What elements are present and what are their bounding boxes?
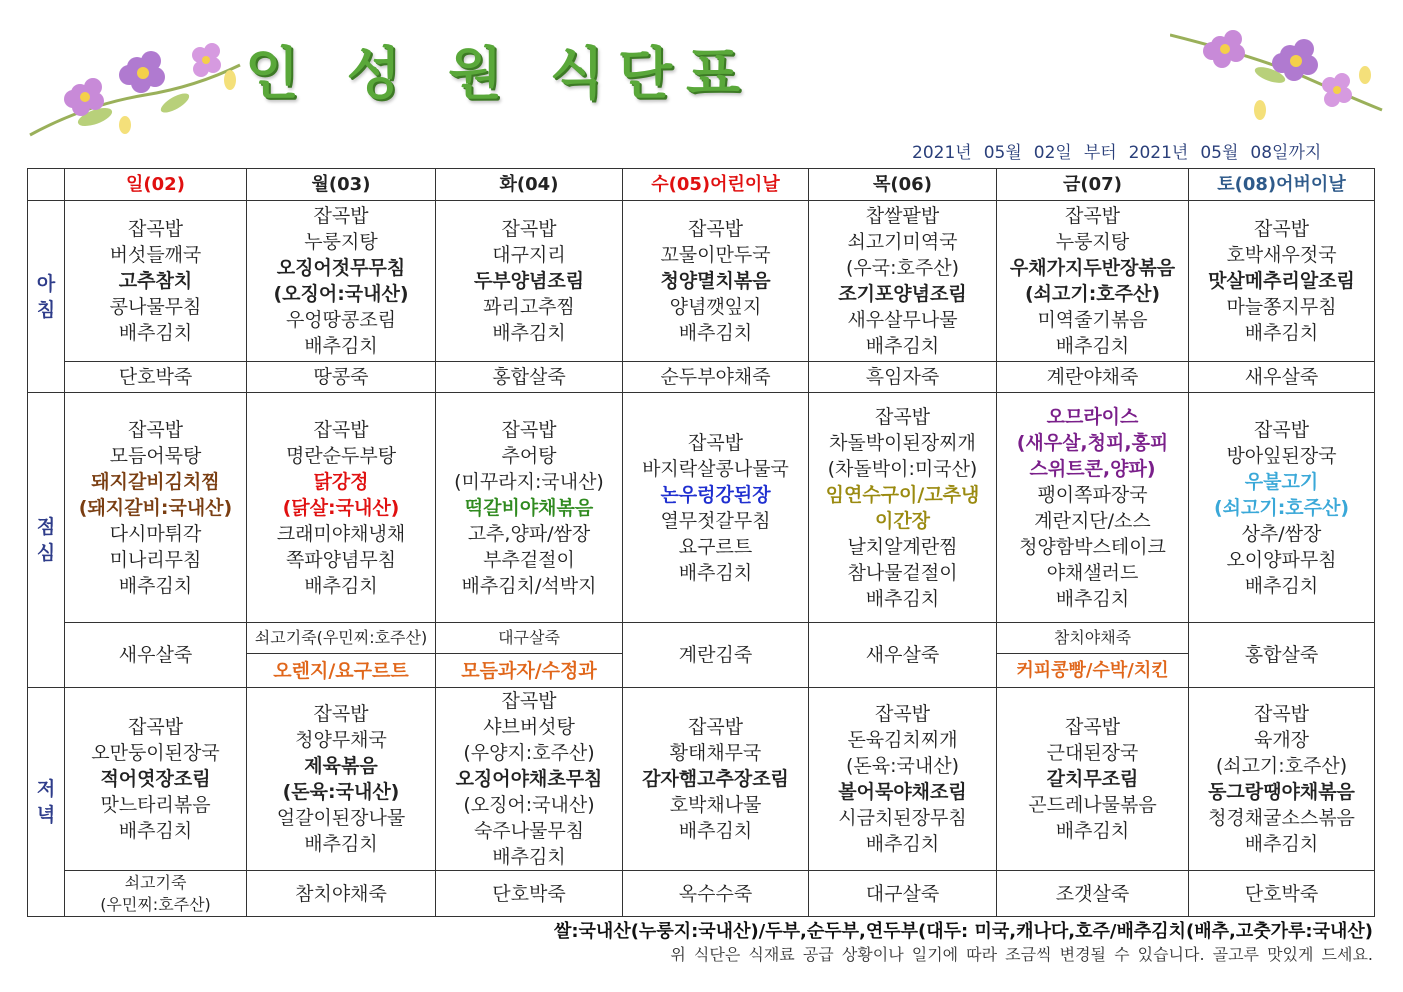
lunch-porridge-fri: 참치야채죽	[997, 623, 1189, 654]
dinner-porridge-thu: 대구살죽	[809, 871, 997, 917]
breakfast-wed: 잡곡밥 꼬물이만두국 청양멸치볶음 양념깻잎지 배추김치	[623, 201, 809, 362]
menu-period: 2021년 05월 02일 부터 2021년 05월 08일까지	[912, 143, 1322, 163]
day-header-sun: 일(02)	[65, 169, 247, 201]
breakfast-porridge-wed: 순두부야채죽	[623, 362, 809, 393]
breakfast-porridge-row	[28, 362, 1375, 393]
breakfast-porridge-tue: 홍합살죽	[436, 362, 623, 393]
day-header-thu: 목(06)	[809, 169, 997, 201]
lunch-porridge-tue: 대구살죽	[436, 623, 623, 654]
dinner-sun: 잡곡밥 오만둥이된장국 적어엿장조림 맛느타리볶음 배추김치	[65, 688, 247, 871]
day-header-row	[28, 169, 1375, 201]
lunch-mon: 잡곡밥 명란순두부탕 닭강정 (닭살:국내산) 크래미야채냉채 쪽파양념무침 배추김치	[247, 393, 436, 623]
meal-label-lunch: 점심	[28, 393, 65, 688]
snack-fri: 커피콩빵/수박/치킨	[997, 654, 1189, 688]
lunch-porridge-mon: 쇠고기죽(우민찌:호주산)	[247, 623, 436, 654]
dinner-row	[28, 688, 1375, 871]
lunch-porridge-thu: 새우살죽	[809, 623, 997, 688]
page-title: 인 성 원 식단표	[245, 42, 755, 107]
notice-text: 위 식단은 식재료 공급 상황이나 일기에 따라 조금씩 변경될 수 있습니다. 골고루 맛있게 드세요.	[670, 945, 1373, 964]
origin-note: 쌀:국내산(누룽지:국내산)/두부,순두부,연두부(대두: 미국,캐나다,호주/배추김치(배추,고춧가루:국내산)	[553, 921, 1373, 942]
dinner-mon: 잡곡밥 청양무채국 제육볶음 (돈육:국내산) 얼갈이된장나물 배추김치	[247, 688, 436, 871]
breakfast-sun: 잡곡밥 버섯들깨국 고추참치 콩나물무침 배추김치	[65, 201, 247, 362]
dinner-porridge-mon: 참치야채죽	[247, 871, 436, 917]
lunch-tue: 잡곡밥 추어탕 (미꾸라지:국내산) 떡갈비야채볶음 고추,양파/쌈장 부추겉절이 배추김치/석박지	[436, 393, 623, 623]
lunch-porridge-wed: 계란김죽	[623, 623, 809, 688]
dinner-tue: 잡곡밥 샤브버섯탕 (우양지:호주산) 오징어야채초무침 (오징어:국내산) 숙주나물무침 배추김치	[436, 688, 623, 871]
dinner-porridge-row	[28, 871, 1375, 917]
day-header-tue: 화(04)	[436, 169, 623, 201]
snack-tue: 모듬과자/수정과	[436, 654, 623, 688]
lunch-porridge-sun: 새우살죽	[65, 623, 247, 688]
dinner-wed: 잡곡밥 황태채무국 감자햄고추장조림 호박채나물 배추김치	[623, 688, 809, 871]
lunch-row	[28, 393, 1375, 623]
breakfast-mon: 잡곡밥 누룽지탕 오징어젓무무침 (오징어:국내산) 우엉땅콩조림 배추김치	[247, 201, 436, 362]
dinner-porridge-wed: 옥수수죽	[623, 871, 809, 917]
breakfast-porridge-fri: 계란야채죽	[997, 362, 1189, 393]
breakfast-porridge-sun: 단호박죽	[65, 362, 247, 393]
lunch-sun: 잡곡밥 모듬어묵탕 돼지갈비김치찜 (돼지갈비:국내산) 다시마튀각 미나리무침 배추김치	[65, 393, 247, 623]
dinner-porridge-tue: 단호박죽	[436, 871, 623, 917]
weekly-menu-table	[27, 168, 1375, 917]
dinner-porridge-sun: 쇠고기죽 (우민찌:호주산)	[65, 871, 247, 917]
breakfast-sat: 잡곡밥 호박새우젓국 맛살메추리알조림 마늘쫑지무침 배추김치	[1189, 201, 1375, 362]
breakfast-row	[28, 201, 1375, 362]
lunch-fri: 오므라이스 (새우살,청피,홍피 스위트콘,양파) 팽이쪽파장국 계란지단/소스 청양함박스테이크 야채샐러드 배추김치	[997, 393, 1189, 623]
day-header-wed: 수(05)어린이날	[623, 169, 809, 201]
meal-label-dinner: 저녁	[28, 688, 65, 917]
lunch-porridge-row	[28, 623, 1375, 654]
dinner-porridge-fri: 조갯살죽	[997, 871, 1189, 917]
dinner-fri: 잡곡밥 근대된장국 갈치무조림 곤드레나물볶음 배추김치	[997, 688, 1189, 871]
dinner-sat: 잡곡밥 육개장 (쇠고기:호주산) 동그랑땡야채볶음 청경채굴소스볶음 배추김치	[1189, 688, 1375, 871]
lunch-sat: 잡곡밥 방아잎된장국 우불고기 (쇠고기:호주산) 상추/쌈장 오이양파무침 배추김치	[1189, 393, 1375, 623]
day-header-sat: 토(08)어버이날	[1189, 169, 1375, 201]
breakfast-porridge-mon: 땅콩죽	[247, 362, 436, 393]
day-header-fri: 금(07)	[997, 169, 1189, 201]
breakfast-thu: 찹쌀팥밥 쇠고기미역국 (우국:호주산) 조기포양념조림 새우살무나물 배추김치	[809, 201, 997, 362]
lunch-thu: 잡곡밥 차돌박이된장찌개 (차돌박이:미국산) 임연수구이/고추냉 이간장 날치알계란찜 참나물겉절이 배추김치	[809, 393, 997, 623]
breakfast-porridge-sat: 새우살죽	[1189, 362, 1375, 393]
lunch-wed: 잡곡밥 바지락살콩나물국 논우렁강된장 열무젓갈무침 요구르트 배추김치	[623, 393, 809, 623]
breakfast-fri: 잡곡밥 누룽지탕 우채가지두반장볶음 (쇠고기:호주산) 미역줄기볶음 배추김치	[997, 201, 1189, 362]
dinner-thu: 잡곡밥 돈육김치찌개 (돈육:국내산) 볼어묵야채조림 시금치된장무침 배추김치	[809, 688, 997, 871]
flower-decoration-right-icon	[1170, 15, 1385, 130]
breakfast-tue: 잡곡밥 대구지리 두부양념조림 꽈리고추찜 배추김치	[436, 201, 623, 362]
day-header-mon: 월(03)	[247, 169, 436, 201]
meal-label-breakfast: 아침	[28, 201, 65, 393]
breakfast-porridge-thu: 흑임자죽	[809, 362, 997, 393]
snack-mon: 오렌지/요구르트	[247, 654, 436, 688]
dinner-porridge-sat: 단호박죽	[1189, 871, 1375, 917]
flower-decoration-left-icon	[25, 25, 245, 140]
lunch-porridge-sat: 홍합살죽	[1189, 623, 1375, 688]
